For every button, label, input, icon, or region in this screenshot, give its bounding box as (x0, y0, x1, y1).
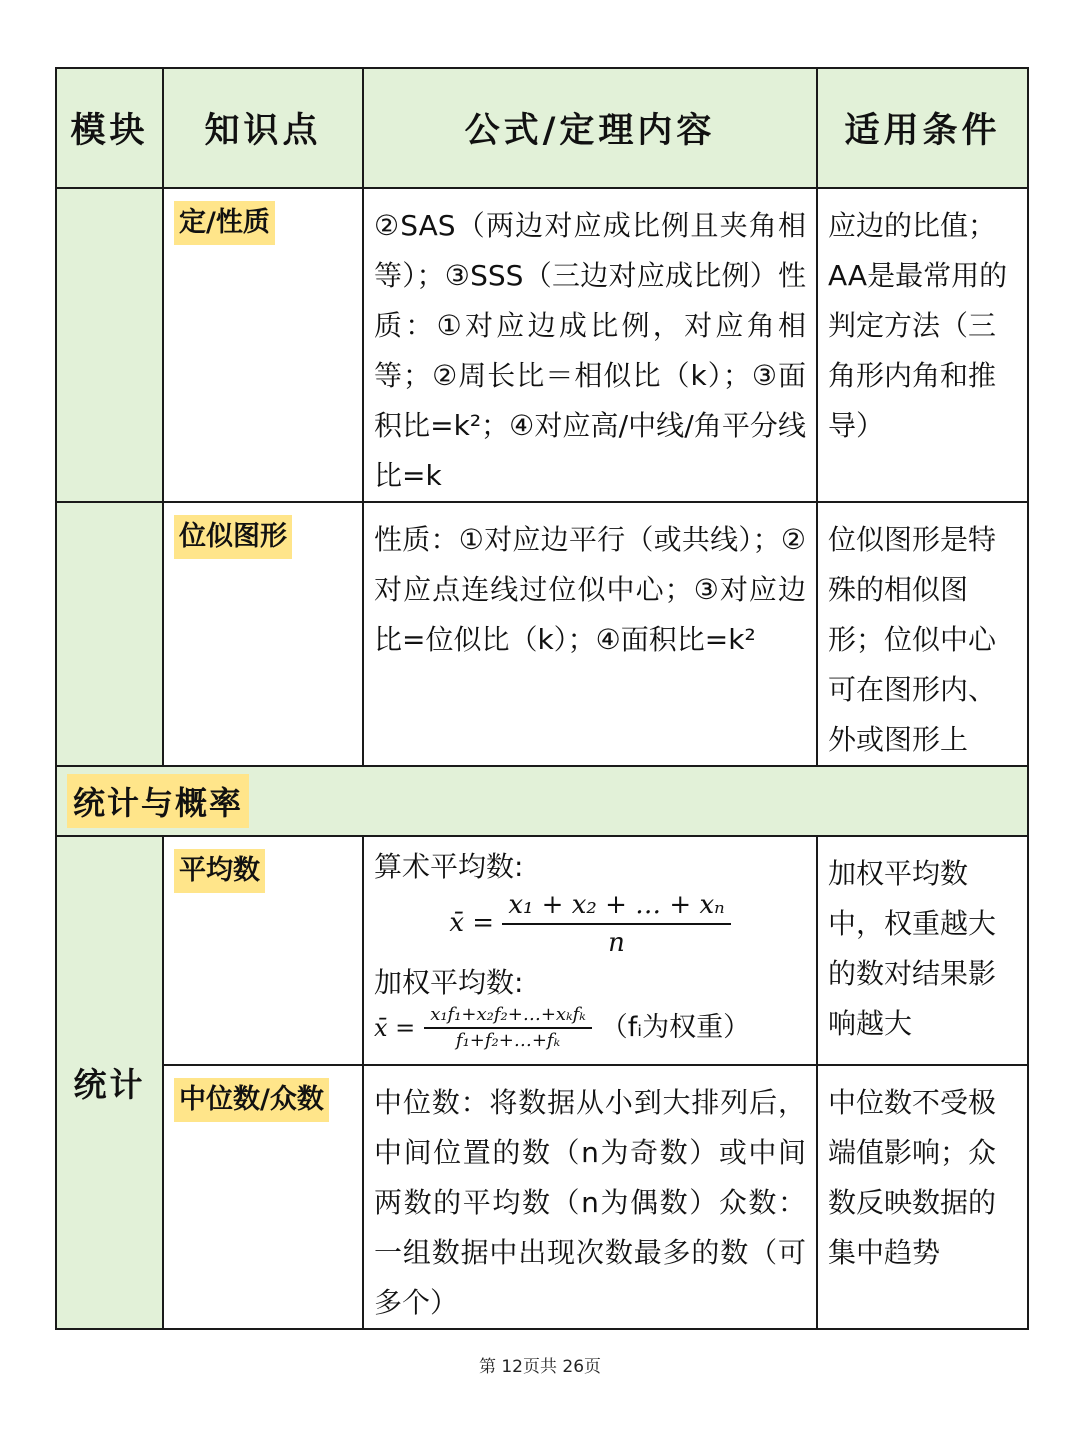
table-row (56, 1065, 1028, 1329)
formula-lhs: x̄ = (374, 1014, 416, 1042)
knowledge-point-label: 位似图形 (174, 515, 292, 559)
fraction-numerator: x₁f₁+x₂f₂+…+xₖfₖ (424, 1003, 592, 1029)
condition-cell: 中位数不受极端值影响；众数反映数据的集中趋势 (817, 1065, 1028, 1329)
knowledge-table (55, 67, 1029, 1330)
condition-cell: 位似图形是特殊的相似图形；位似中心可在图形内、外或图形上 (817, 502, 1028, 766)
section-row (56, 766, 1028, 836)
module-cell-empty (56, 502, 163, 766)
formula-cell: ②SAS（两边对应成比例且夹角相等）；③SSS（三边对应成比例）性质：①对应边成比例，对应角相等；②周长比＝相似比（k）；③面积比=k²；④对应高/中线/角平分线比=k (363, 188, 817, 502)
table-row (56, 836, 1028, 1065)
header-module: 模块 (56, 68, 163, 188)
knowledge-point-label: 定/性质 (174, 201, 275, 245)
fraction (424, 1003, 592, 1053)
page-number: 第 12页共 26页 (478, 1357, 602, 1377)
formula-cell: 性质：①对应边平行（或共线）；②对应点连线过位似中心；③对应边比=位似比（k）；④面积比=k² (363, 502, 817, 766)
arith-mean-formula (374, 887, 806, 961)
condition-cell: 加权平均数中，权重越大的数对结果影响越大 (817, 836, 1028, 1065)
module-cell (56, 836, 163, 1329)
knowledge-point-cell (163, 188, 363, 502)
formula-lhs: x̄ = (449, 908, 495, 938)
table-row (56, 502, 1028, 766)
weighted-mean-label: 加权平均数: (374, 966, 524, 999)
formula-cell (363, 836, 817, 1065)
condition-cell: 应边的比值；AA是最常用的判定方法（三角形内角和推导） (817, 188, 1028, 502)
module-name: 统计 (73, 1065, 146, 1104)
formula-cell: 中位数：将数据从小到大排列后，中间位置的数（n为奇数）或中间两数的平均数（n为偶数）众数：一组数据中出现次数最多的数（可多个） (363, 1065, 817, 1329)
arith-mean-label: 算术平均数: (374, 850, 524, 883)
table-row (56, 188, 1028, 502)
weighted-mean-formula (374, 1003, 806, 1053)
knowledge-point-cell (163, 1065, 363, 1329)
knowledge-point-cell (163, 836, 363, 1065)
module-cell-empty (56, 188, 163, 502)
knowledge-point-cell (163, 502, 363, 766)
fraction-denominator: f₁+f₂+…+fₖ (455, 1030, 561, 1051)
table-header-row (56, 68, 1028, 188)
header-condition: 适用条件 (817, 68, 1028, 188)
header-knowledge-point: 知识点 (163, 68, 363, 188)
fraction-numerator: x₁ + x₂ + … + xₙ (502, 887, 730, 925)
knowledge-point-label: 平均数 (174, 849, 265, 893)
header-formula: 公式/定理内容 (363, 68, 817, 188)
fraction-denominator: n (608, 928, 625, 958)
fraction (502, 887, 730, 961)
section-title-cell (56, 766, 1028, 836)
section-title: 统计与概率 (67, 774, 249, 828)
knowledge-point-label: 中位数/众数 (174, 1078, 329, 1122)
weight-note: （fᵢ为权重） (600, 1012, 751, 1043)
